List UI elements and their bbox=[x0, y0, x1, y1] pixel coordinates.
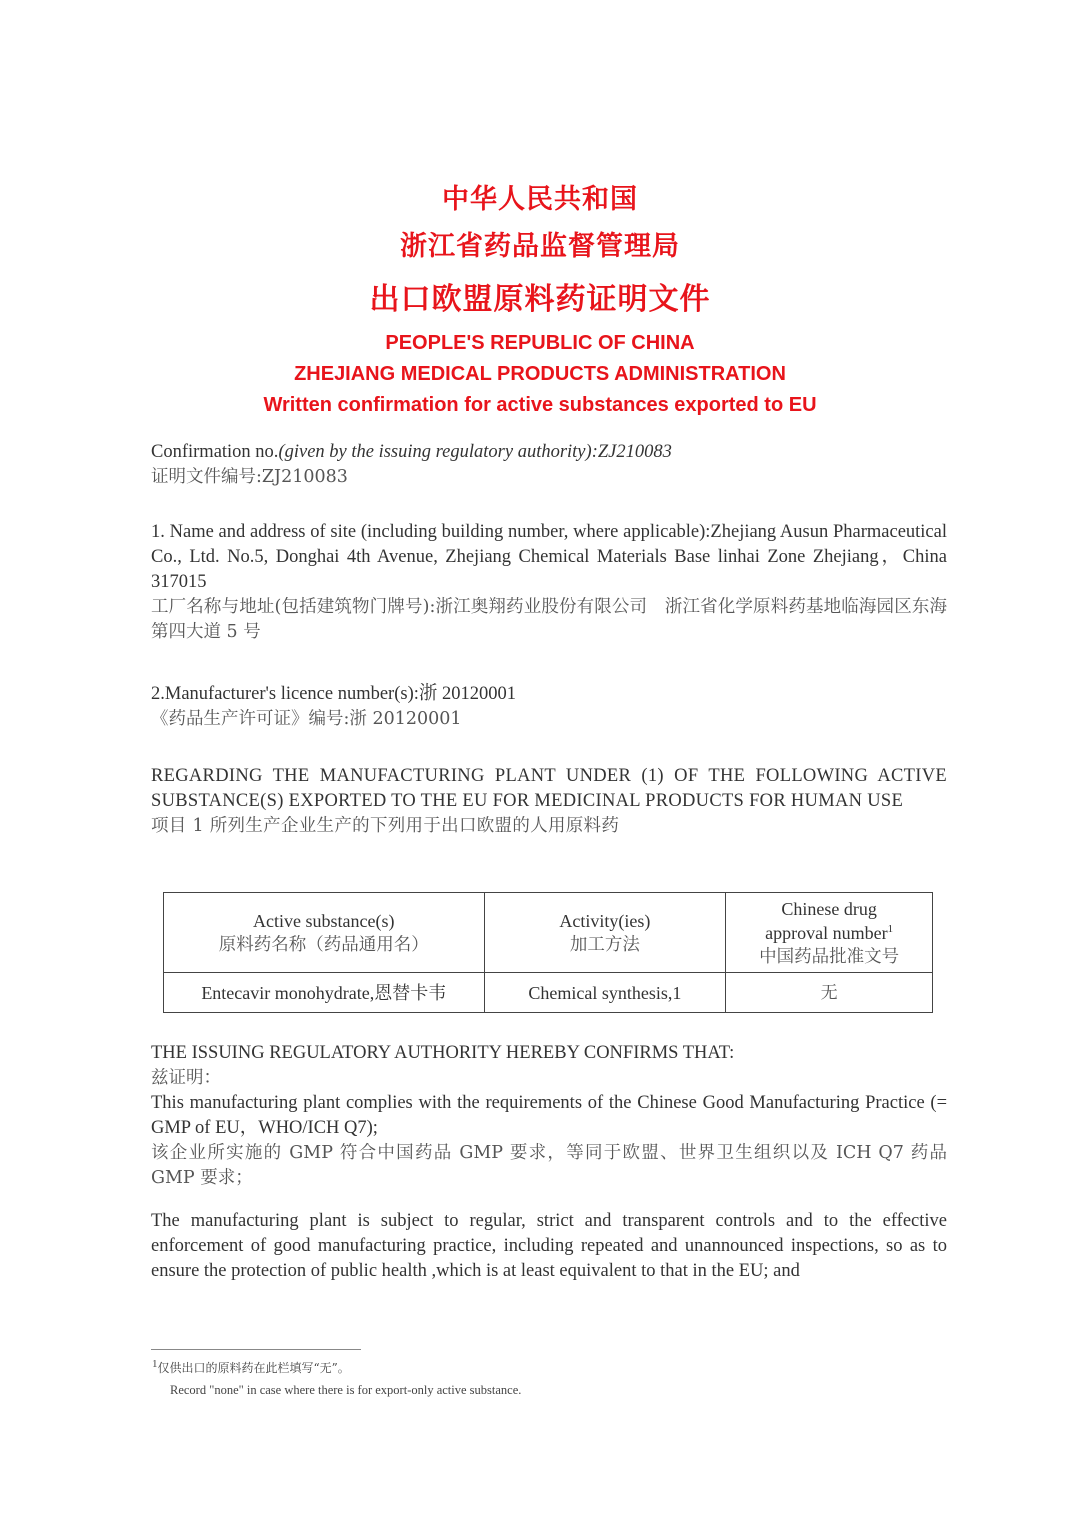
footnote-en: Record "none" in case where there is for export-only active substance. bbox=[170, 1383, 522, 1397]
letterhead bbox=[0, 178, 1080, 421]
confirmation-note-close: ): bbox=[585, 442, 598, 462]
site-address-zh: 工厂名称与地址(包括建筑物门牌号):浙江奥翔药业股份有限公司 浙江省化学原料药基地临海园区东海第四大道 5 号 bbox=[151, 597, 947, 642]
active-substance-table bbox=[163, 892, 933, 1013]
gmp-compliance-zh: 该企业所实施的 GMP 符合中国药品 GMP 要求，等同于欧盟、世界卫生组织以及 ICH Q7 药品 GMP 要求； bbox=[151, 1143, 947, 1188]
licence-number-en: 2.Manufacturer's licence number(s):浙 20120001 bbox=[151, 684, 516, 704]
licence-block bbox=[151, 682, 947, 732]
confirmation-note: (given by the issuing regulatory authority bbox=[278, 442, 586, 462]
confirmation-number: ZJ210083 bbox=[597, 442, 672, 462]
footnote: 1仅供出口的原料药在此栏填写“无”。 Record "none" in case where there is for export-only active substance. bbox=[152, 1357, 521, 1401]
regarding-block bbox=[151, 764, 947, 839]
confirmation-label: Confirmation no. bbox=[151, 442, 279, 462]
regarding-zh: 项目 1 所列生产企业生产的下列用于出口欧盟的人用原料药 bbox=[151, 816, 620, 836]
footnote-ref: 1 bbox=[887, 922, 894, 935]
cell-activity: Chemical synthesis,1 bbox=[484, 973, 726, 1013]
confirms-block bbox=[151, 1041, 947, 1284]
en-document-title: Written confirmation for active substances exported to EU bbox=[263, 394, 817, 416]
confirms-heading-zh: 兹证明： bbox=[151, 1068, 221, 1088]
site-address-en: 1. Name and address of site (including building number, where applicable):Zhejiang Ausun Pharmaceutical Co., Ltd. No.5, Donghai 4th Avenue, Zhejiang Chemical Materials Base linhai Zone Zhejiang，China 317015 bbox=[151, 522, 947, 592]
confirmation-number-block bbox=[151, 440, 947, 490]
table-row bbox=[164, 973, 933, 1013]
confirmation-number-zh: 证明文件编号:ZJ210083 bbox=[151, 467, 348, 487]
site-block bbox=[151, 520, 947, 645]
footnote-divider bbox=[151, 1349, 361, 1350]
header-active-substance: Active substance(s) 原料药名称（药品通用名） bbox=[164, 893, 485, 973]
cell-approval-number: 无 bbox=[726, 973, 933, 1013]
confirms-heading-en: THE ISSUING REGULATORY AUTHORITY HEREBY CONFIRMS THAT: bbox=[151, 1043, 735, 1063]
licence-number-zh: 《药品生产许可证》编号:浙 20120001 bbox=[151, 709, 462, 729]
en-country-title: PEOPLE'S REPUBLIC OF CHINA bbox=[385, 332, 695, 354]
gmp-compliance-en: This manufacturing plant complies with the requirements of the Chinese Good Manufacturing Practice (= GMP of EU，WHO/ICH Q7); bbox=[151, 1093, 947, 1138]
zh-document-title: 出口欧盟原料药证明文件 bbox=[369, 282, 711, 317]
zh-country-title: 中华人民共和国 bbox=[442, 184, 638, 215]
controls-paragraph-en: The manufacturing plant is subject to regular, strict and transparent controls and to the effective enforcement of good manufacturing practice, including repeated and unannounced inspections, so as to ensure the protection of public health ,which is at least equivalent to that in the EU; and bbox=[151, 1211, 947, 1281]
en-agency-title: ZHEJIANG MEDICAL PRODUCTS ADMINISTRATION bbox=[294, 363, 786, 385]
header-activity: Activity(ies) 加工方法 bbox=[484, 893, 726, 973]
regarding-en: REGARDING THE MANUFACTURING PLANT UNDER (1) OF THE FOLLOWING ACTIVE SUBSTANCE(S) EXPORTED TO THE EU FOR MEDICINAL PRODUCTS FOR HUMAN USE bbox=[151, 766, 947, 811]
header-approval-number: Chinese drug approval number$^1$ 中国药品批准文号 bbox=[726, 893, 933, 973]
confirmation-number-en bbox=[151, 440, 947, 465]
table-header-row bbox=[164, 893, 933, 973]
zh-agency-title: 浙江省药品监督管理局 bbox=[400, 231, 680, 262]
cell-substance: Entecavir monohydrate,恩替卡韦 bbox=[164, 973, 485, 1013]
footnote-zh: 仅供出口的原料药在此栏填写“无”。 bbox=[157, 1361, 350, 1375]
